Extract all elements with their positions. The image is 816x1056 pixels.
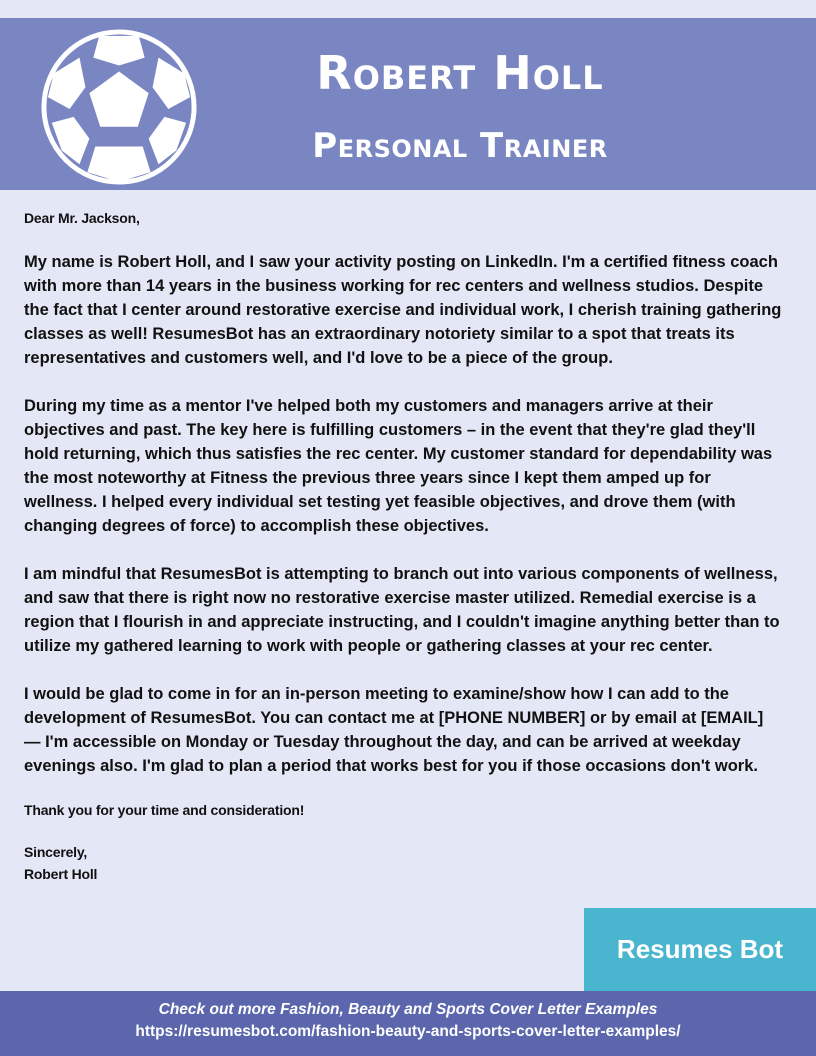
footer-promo-text: Check out more Fashion, Beauty and Sports Cover Letter Examples [158,1001,658,1018]
closing: Sincerely, [24,844,88,860]
signer-name: Robert Holl [24,866,98,882]
thanks-line: Thank you for your time and consideration! [24,802,305,818]
footer-link[interactable]: https://resumesbot.com/fashion-beauty-and-sports-cover-letter-examples/ [135,1023,681,1040]
footer-banner [0,991,816,1056]
header-banner [0,18,816,190]
paragraph-4: I would be glad to come in for an in-person meeting to examine/show how I can add to the development of ResumesBot. You can contact me at [PHONE NUMBER] or by email at [EMAIL] — I'm accessible on Monday or Tuesday throughout the day, and can be arrived at weekday evenings also. I'm glad to plan a period that works best for you if those occasions don't work. [24,685,764,775]
candidate-name: Robert Holl [316,46,604,100]
candidate-role: Personal Trainer [312,126,608,166]
soccer-ball-icon [40,28,198,186]
brand-label: Resumes Bot [616,934,784,964]
resumes-bot-logo[interactable] [584,908,816,991]
paragraph-3: I am mindful that ResumesBot is attempting to branch out into various components of wellness, and saw that there is right now no restorative exercise master utilized. Remedial exercise is a region that I flourish in and appreciate instructing, and I couldn't imagine anything better than to utilize my gathered learning to work with people or gathering classes at your rec center. [24,565,780,655]
top-margin-strip [0,0,816,18]
paragraph-1: My name is Robert Holl, and I saw your activity posting on LinkedIn. I'm a certified fitness coach with more than 14 years in the business working for rec centers and wellness studios. Despite the fact that I center around restorative exercise and individual work, I cherish training gathering classes as well! ResumesBot has an extraordinary notoriety similar to a spot that treats its representatives and customers well, and I'd love to be a piece of the group. [24,253,782,367]
salutation: Dear Mr. Jackson, [24,210,140,226]
paragraph-2: During my time as a mentor I've helped both my customers and managers arrive at their objectives and past. The key here is fulfilling customers – in the event that they're glad they'll hold returning, which thus satisfies the rec center. My customer standard for dependability was the most noteworthy at Fitness the previous three years since I kept them amped up for wellness. I helped every individual set testing yet feasible objectives, and drove them (with changing degrees of force) to accomplish these objectives. [24,397,773,535]
cover-letter-body [24,210,784,882]
